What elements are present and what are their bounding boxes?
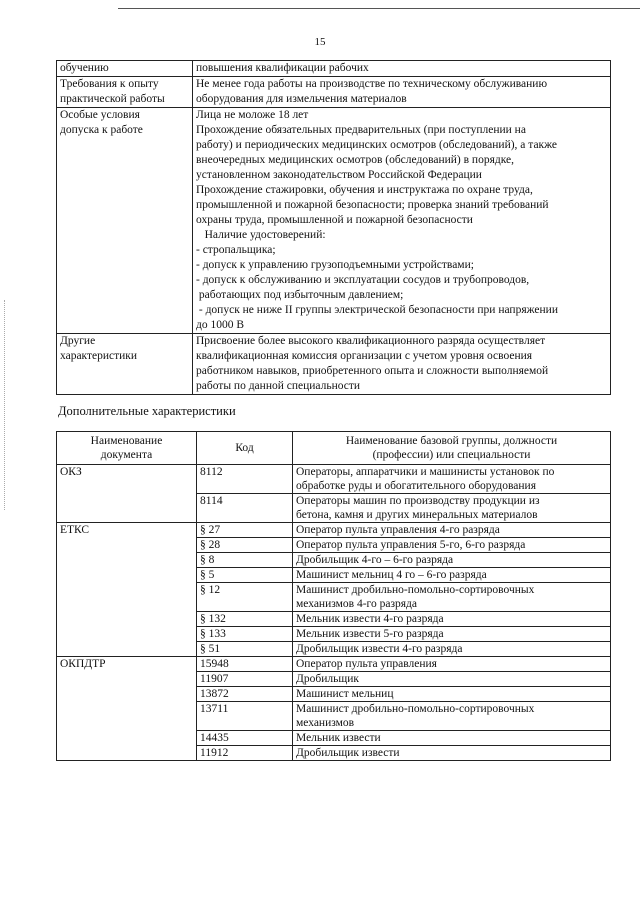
text-line: Прохождение стажировки, обучения и инструктажа по охране труда, xyxy=(196,184,533,196)
text-line: - допуск к обслуживанию и эксплуатации сосудов и трубопроводов, xyxy=(196,274,530,286)
document-cell: ОКПДТР xyxy=(57,657,197,761)
label-line: обучению xyxy=(60,62,109,74)
requirement-text xyxy=(193,108,611,334)
name-cell xyxy=(293,568,611,583)
text-line: установленном законодательством Российской Федерации xyxy=(196,169,482,181)
requirement-text xyxy=(193,334,611,395)
name-line: бетона, камня и других минеральных материалов xyxy=(296,509,538,521)
requirement-row xyxy=(57,108,611,334)
text-line: до 1000 В xyxy=(196,319,245,331)
page-number: 15 xyxy=(314,36,326,48)
name-cell xyxy=(293,627,611,642)
additional-characteristics-title: Дополнительные характеристики xyxy=(58,404,236,418)
text-line: оборудования для измельчения материалов xyxy=(196,93,407,105)
requirements-table xyxy=(56,60,611,395)
text-line: работающих под избыточным давлением; xyxy=(196,289,404,301)
code-cell: § 51 xyxy=(197,642,293,657)
text-line: Наличие удостоверений: xyxy=(196,229,326,241)
text-line: работы по данной специальности xyxy=(196,380,361,392)
additional-characteristics-table xyxy=(56,431,611,761)
document-cell: ЕТКС xyxy=(57,523,197,657)
name-line: Дробильщик извести xyxy=(296,747,400,759)
name-line: Мельник извести 5-го разряда xyxy=(296,628,444,640)
name-cell xyxy=(293,702,611,731)
name-line: Дробильщик xyxy=(296,673,359,685)
code-cell: § 5 xyxy=(197,568,293,583)
code-cell: § 28 xyxy=(197,538,293,553)
requirement-row xyxy=(57,61,611,77)
name-line: Дробильщик извести 4-го разряда xyxy=(296,643,463,655)
name-cell xyxy=(293,553,611,568)
name-line: Оператор пульта управления 5-го, 6-го разряда xyxy=(296,539,526,551)
name-line: Мельник извести xyxy=(296,732,381,744)
text-line: Присвоение более высокого квалификационного разряда осуществляет xyxy=(196,335,546,347)
name-cell xyxy=(293,465,611,494)
name-cell xyxy=(293,583,611,612)
name-cell xyxy=(293,494,611,523)
table-row xyxy=(57,465,611,494)
text-line: - допуск к управлению грузоподъемными устройствами; xyxy=(196,259,474,271)
code-cell: 13872 xyxy=(197,687,293,702)
code-cell: 15948 xyxy=(197,657,293,672)
requirement-text xyxy=(193,61,611,77)
name-line: Операторы машин по производству продукции из xyxy=(296,495,540,507)
requirement-label xyxy=(57,108,193,334)
name-line: Машинист мельниц 4 го – 6-го разряда xyxy=(296,569,487,581)
name-cell xyxy=(293,523,611,538)
header-name: Наименование базовой группы, должности (профессии) или специальности xyxy=(293,432,611,465)
requirement-label xyxy=(57,77,193,108)
name-cell xyxy=(293,657,611,672)
header-code: Код xyxy=(197,432,293,465)
label-line: характеристики xyxy=(60,350,138,362)
text-line: Не менее года работы на производстве по техническому обслуживанию xyxy=(196,78,548,90)
label-line: практической работы xyxy=(60,93,165,105)
code-cell: § 133 xyxy=(197,627,293,642)
code-cell: § 132 xyxy=(197,612,293,627)
name-cell xyxy=(293,642,611,657)
text-line: Лица не моложе 18 лет xyxy=(196,109,309,121)
requirement-label xyxy=(57,334,193,395)
name-line: механизмов xyxy=(296,717,355,729)
name-cell xyxy=(293,687,611,702)
name-line: обработке руды и обогатительного оборудования xyxy=(296,480,537,492)
label-line: допуска к работе xyxy=(60,124,143,136)
text-line: - допуск не ниже II группы электрической безопасности при напряжении xyxy=(196,304,558,316)
label-line: Другие xyxy=(60,335,96,347)
name-cell xyxy=(293,672,611,687)
text-line: Прохождение обязательных предварительных (при поступлении на xyxy=(196,124,526,136)
header-document: Наименование документа xyxy=(57,432,197,465)
document-cell: ОКЗ xyxy=(57,465,197,523)
code-cell: § 12 xyxy=(197,583,293,612)
text-line: промышленной и пожарной безопасности; проверка знаний требований xyxy=(196,199,549,211)
name-line: Мельник извести 4-го разряда xyxy=(296,613,444,625)
name-line: Машинист мельниц xyxy=(296,688,394,700)
code-cell: § 8 xyxy=(197,553,293,568)
name-cell xyxy=(293,731,611,746)
name-line: Оператор пульта управления xyxy=(296,658,437,670)
name-cell xyxy=(293,746,611,761)
table-header-row xyxy=(57,432,611,465)
text-line: охраны труда, промышленной и пожарной безопасности xyxy=(196,214,473,226)
code-cell: 11912 xyxy=(197,746,293,761)
name-line: механизмов 4-го разряда xyxy=(296,598,417,610)
table-row xyxy=(57,523,611,538)
name-line: Операторы, аппаратчики и машинисты установок по xyxy=(296,466,555,478)
name-line: Дробильщик 4-го – 6-го разряда xyxy=(296,554,454,566)
code-cell: 8114 xyxy=(197,494,293,523)
text-line: квалификационная комиссия организации с учетом уровня освоения xyxy=(196,350,533,362)
name-cell xyxy=(293,538,611,553)
requirement-row xyxy=(57,334,611,395)
text-line: - стропальщика; xyxy=(196,244,276,256)
name-line: Машинист дробильно-помольно-сортировочных xyxy=(296,584,535,596)
code-cell: 13711 xyxy=(197,702,293,731)
label-line: Требования к опыту xyxy=(60,78,159,90)
top-rule xyxy=(118,8,640,9)
requirement-row xyxy=(57,77,611,108)
label-line: Особые условия xyxy=(60,109,140,121)
name-line: Машинист дробильно-помольно-сортировочных xyxy=(296,703,535,715)
code-cell: § 27 xyxy=(197,523,293,538)
name-cell xyxy=(293,612,611,627)
code-cell: 11907 xyxy=(197,672,293,687)
requirement-text xyxy=(193,77,611,108)
text-line: внеочередных медицинских осмотров (обследований) в порядке, xyxy=(196,154,515,166)
text-line: работником навыков, приобретенного опыта и сложности выполняемой xyxy=(196,365,549,377)
requirement-label xyxy=(57,61,193,77)
table-row xyxy=(57,657,611,672)
code-cell: 14435 xyxy=(197,731,293,746)
text-line: работу) и периодических медицинских осмотров (обследований), а также xyxy=(196,139,558,151)
scan-margin-marks xyxy=(4,300,7,510)
text-line: повышения квалификации рабочих xyxy=(196,62,369,74)
name-line: Оператор пульта управления 4-го разряда xyxy=(296,524,500,536)
code-cell: 8112 xyxy=(197,465,293,494)
